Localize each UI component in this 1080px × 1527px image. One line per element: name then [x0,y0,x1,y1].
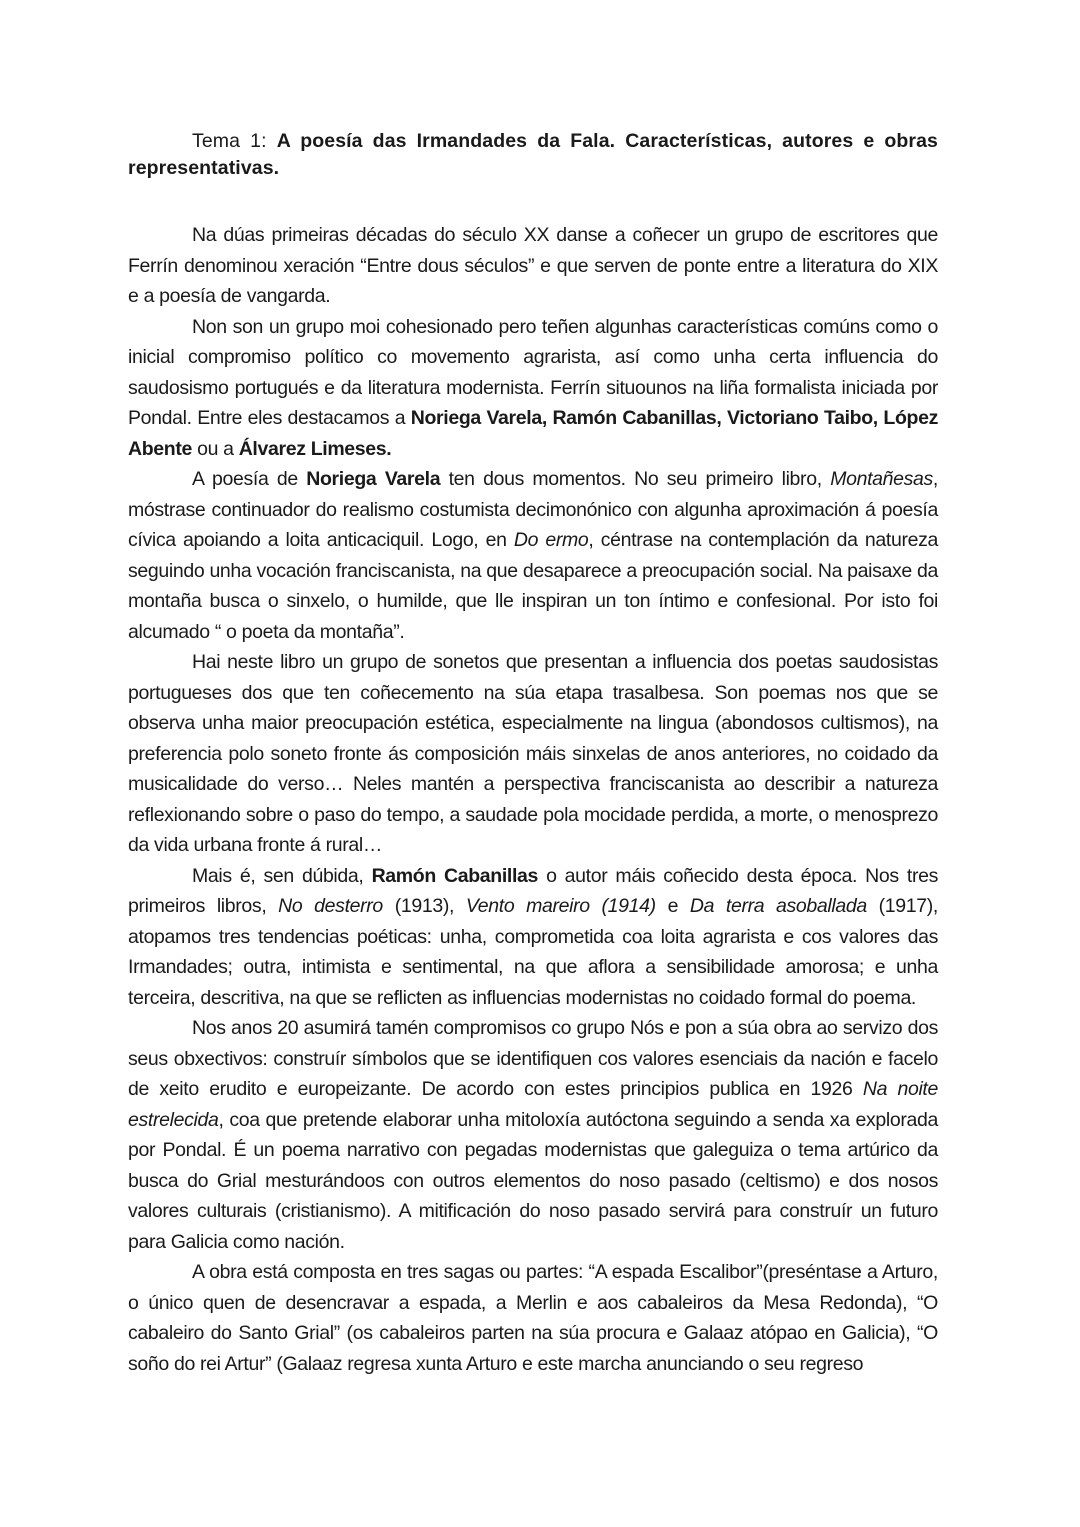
body-text: Nos anos 20 asumirá tamén compromisos co grupo Nós e pon a súa obra ao servizo dos seus obxectivos: construír símbolos que se identifiquen cos valores esenciais da nación e facelo de xeito erudito e europeizante. De acordo con estes principios publica en 1926 [128,1017,938,1100]
italic-title: Vento mareiro (1914) [465,895,656,917]
paragraph-cabanillas [128,861,938,1014]
body-text: Hai neste libro un grupo de sonetos que presentan a influencia dos poetas saudosistas portugueses dos que ten coñecemento na súa etapa trasalbesa. Son poemas nos que se observa unha maior preocupación estética, especialmente na lingua (abondosos cultismos), na preferencia polo soneto fronte ás composición máis sinxelas de anos anteriores, no coidado da musicalidade do verso… Neles mantén a perspectiva franciscanista ao describir a natureza reflexionando sobre o paso do tempo, a saudade pola mocidade perdida, a morte, o menosprezo da vida urbana fronte á rural… [128,651,938,856]
bold-text: Noriega Varela [306,468,441,490]
paragraph-sonnets [128,647,938,861]
body-text: Na dúas primeiras décadas do século XX danse a coñecer un grupo de escritores que Ferrín denominou xeración “Entre dous séculos” e que serven de ponte entre a literatura do XIX e a poesía de vangarda. [128,224,938,307]
body-text: e [655,895,690,917]
document-page [128,128,938,1379]
italic-title: Montañesas [830,468,933,490]
body-text: ten dous momentos. No seu primeiro libro, [440,468,831,490]
body-text: ou a [192,437,239,460]
italic-title: Do ermo [513,529,589,551]
title-lead: Tema 1: [192,130,277,152]
italic-title: Na noite estrelecida [128,1078,938,1131]
body-text: (1913), [382,895,466,917]
italic-title: No desterro [278,895,383,917]
paragraph-intro [128,220,938,312]
paragraph-work-structure [128,1257,938,1379]
italic-title: Da terra asoballada [689,895,867,917]
document-title [128,128,938,182]
body-text: Mais é, sen dúbida, [192,864,372,887]
body-text: , coa que pretende elaborar unha mitoloxía autóctona seguindo a senda xa explorada por Pondal. É un poema narrativo con pegadas modernistas que galeguiza o tema artúrico da busca do Grial mesturándoos con outros elementos do noso pasado (celtismo) e dos nosos valores culturais (cristianismo). A mitificación do noso pasado servirá para construír un futuro para Galicia como nación. [128,1108,938,1253]
body-text: (1917), atopamos tres tendencias poéticas: unha, comprometida coa loita agrarista e cos valores das Irmandades; outra, intimista e sentimental, na que aflora a sensibilidade amorosa; e unha terceira, descritiva, na que se reflicten as influencias modernistas no coidado formal do poema. [128,895,938,1009]
body-text: , móstrase continuador do realismo costumista decimonónico con algunha aproximación á poesía cívica apoiando a loita anticaciquil. Logo, en [128,468,938,551]
bold-text: Ramón Cabanillas [371,864,539,887]
paragraph-group-characteristics [128,312,938,465]
body-text: , céntrase na contemplación da natureza seguindo unha vocación franciscanista, na que desaparece a preocupación social. Na paisaxe da montaña busca o sinxelo, o humilde, que lle inspiran un ton íntimo e confesional. Por isto foi alcumado “ o poeta da montaña”. [128,529,939,643]
title-heading: A poesía das Irmandades da Fala. Características, autores e obras representativas. [128,130,938,179]
body-text: Non son un grupo moi cohesionado pero teñen algunhas características comúns como o inicial compromiso político co movemento agrarista, así como unha certa influencia do saudosismo portugués e da literatura modernista. Ferrín situounos na liña formalista iniciada por Pondal. Entre eles destacamos a [128,315,938,429]
body-text: A obra está composta en tres sagas ou partes: “A espada Escalibor”(preséntase a Arturo, o único quen de desencravar a espada, a Merlin e aos cabaleiros da Mesa Redonda), “O cabaleiro do Santo Grial” (os cabaleiros parten na súa procura e Galaaz atópao en Galicia), “O soño do rei Artur” (Galaaz regresa xunta Arturo e este marcha anunciando o seu regreso [128,1261,938,1375]
paragraph-noriega-varela [128,464,938,647]
body-text: A poesía de [192,468,307,490]
document-body [128,220,938,1379]
bold-text: Noriega Varela, Ramón Cabanillas, Victoriano Taibo, López Abente [128,407,938,460]
body-text: o autor máis coñecido desta época. Nos tres primeiros libros, [128,864,938,917]
bold-text: Álvarez Limeses. [238,437,392,460]
paragraph-nos-group [128,1013,938,1257]
